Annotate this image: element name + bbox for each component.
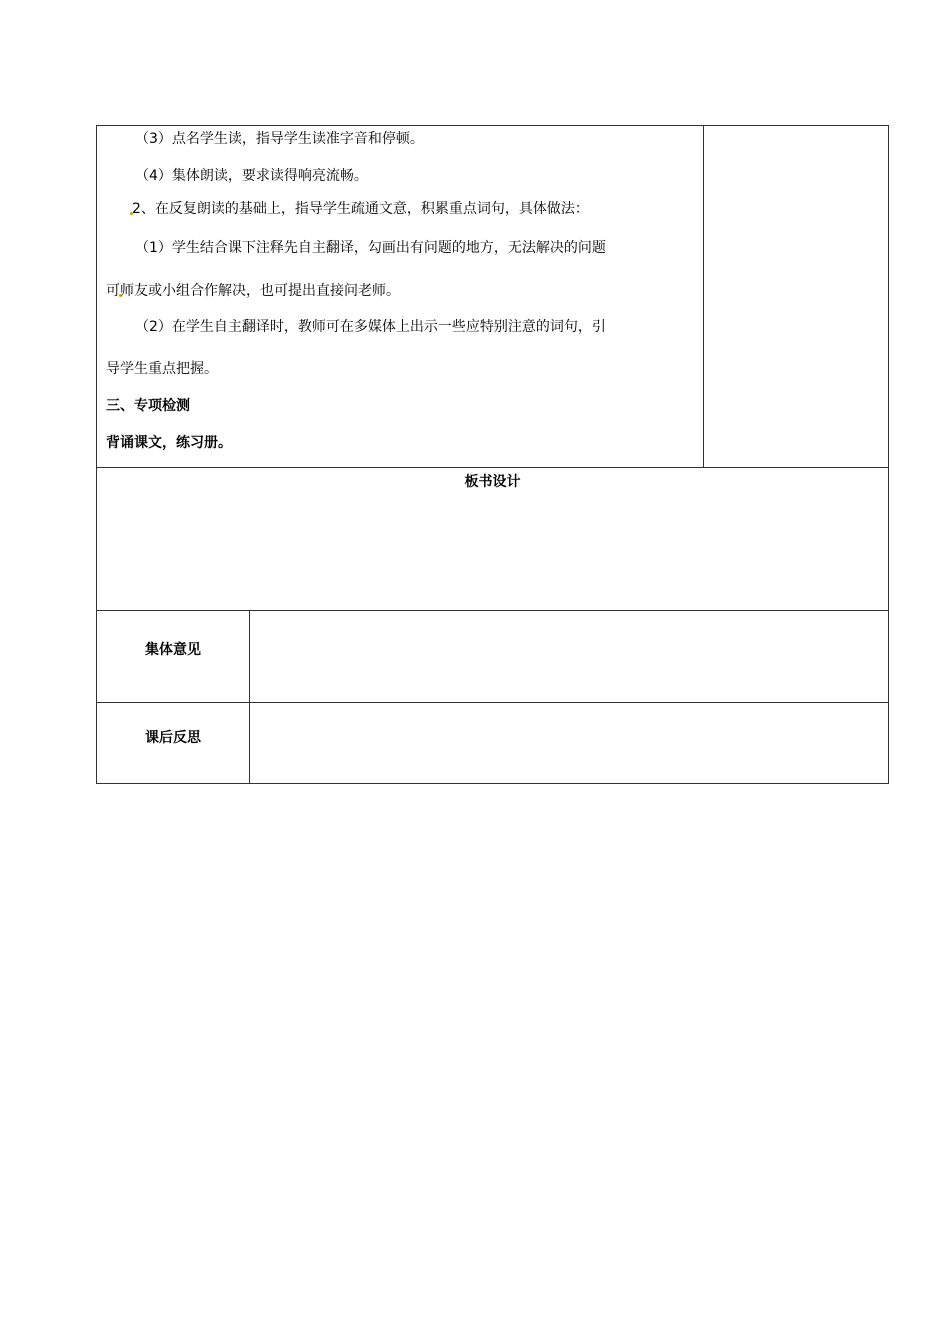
board-design-title: 板书设计 [464,474,521,490]
substep-2-line-b: 导学生重点把握。 [106,361,218,377]
substep-1-line-a: （1）学生结合课下注释先自主翻译，勾画出有问题的地方，无法解决的问题 [135,240,606,256]
collective-opinion-label-cell [97,611,249,702]
board-design-row [97,468,888,610]
reflection-label-cell [97,703,249,783]
substep-2-line-a: （2）在学生自主翻译时，教师可在多媒体上出示一些应特别注意的词句，引 [135,319,606,335]
step-line-3: （3）点名学生读，指导学生读准字音和停顿。 [135,131,424,147]
reflection-label: 课后反思 [145,730,201,746]
lesson-plan-table [96,125,889,784]
section-text: 背诵课文，练习册。 [106,435,232,451]
reflection-value-cell [250,703,888,783]
substep-1-line-b: 可师友或小组合作解决，也可提出直接问老师。 [106,283,400,299]
collective-opinion-label: 集体意见 [145,642,201,658]
section-heading: 三、专项检测 [106,398,190,414]
collective-opinion-value-cell [250,611,888,702]
notes-cell [704,126,888,467]
step-2-line: 2、在反复朗读的基础上，指导学生疏通文意，积累重点词句，具体做法： [132,201,589,217]
step-line-4: （4）集体朗读，要求读得响亮流畅。 [135,168,368,184]
